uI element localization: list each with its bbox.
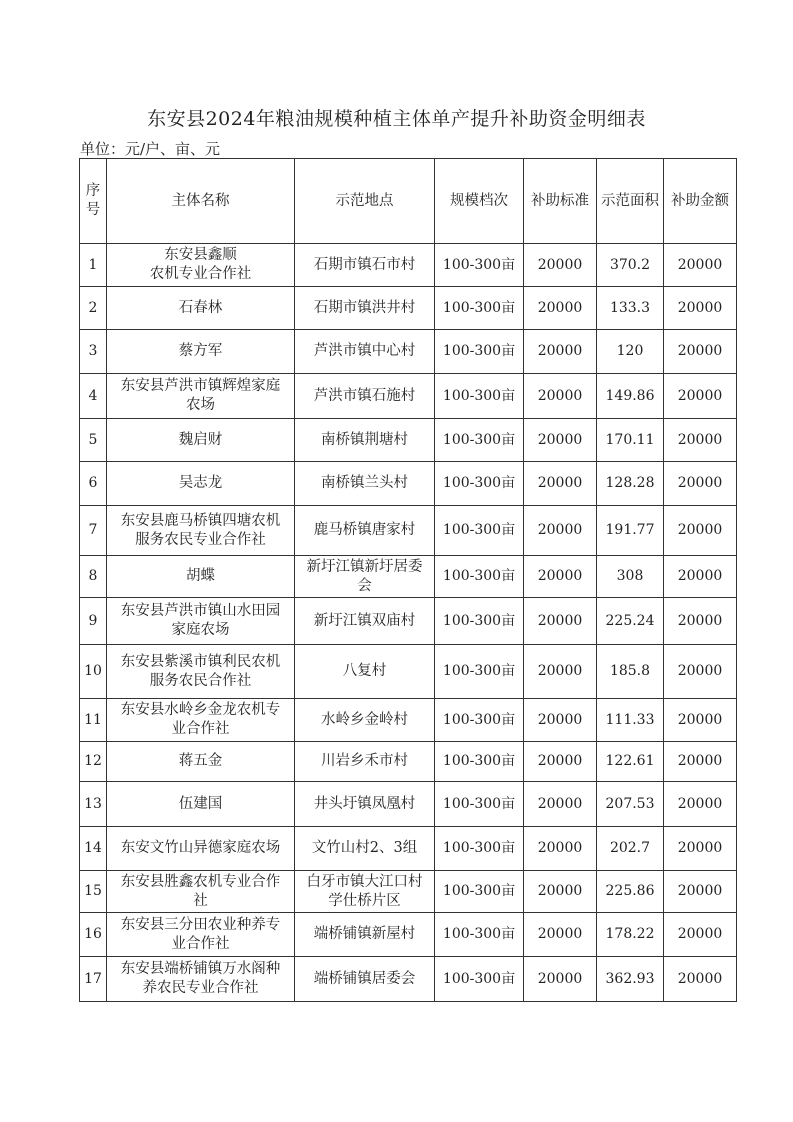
cell-name-line: 养农民专业合作社	[142, 980, 259, 996]
cell-location-line: 芦洪市镇石施村	[313, 387, 416, 404]
cell-name-line: 东安县端桥铺镇万水阁种	[120, 961, 281, 977]
cell-amount: 20000	[664, 244, 737, 287]
cell-scale: 100-300亩	[435, 462, 524, 506]
cell-location-line: 文竹山村2、3组	[311, 840, 418, 856]
table-row	[80, 645, 737, 699]
subsidy-table	[79, 158, 737, 1002]
cell-location-line: 新圩江镇双庙村	[313, 612, 416, 629]
cell-area: 225.86	[597, 871, 664, 913]
cell-name-line: 东安文竹山异德家庭农场	[120, 840, 281, 856]
cell-seq: 2	[80, 287, 107, 330]
cell-scale: 100-300亩	[435, 506, 524, 556]
cell-amount: 20000	[664, 598, 737, 645]
cell-name	[107, 287, 295, 330]
cell-name	[107, 244, 295, 287]
cell-name	[107, 462, 295, 506]
cell-area: 370.2	[597, 244, 664, 287]
cell-name	[107, 419, 295, 462]
cell-name	[107, 556, 295, 598]
cell-standard: 20000	[524, 506, 597, 556]
cell-location-line: 新圩江镇新圩居委	[306, 558, 423, 575]
header-name: 主体名称	[107, 159, 295, 244]
cell-scale: 100-300亩	[435, 827, 524, 871]
cell-seq: 1	[80, 244, 107, 287]
cell-standard: 20000	[524, 419, 597, 462]
cell-location	[295, 244, 435, 287]
cell-location	[295, 699, 435, 742]
cell-seq: 5	[80, 419, 107, 462]
table-row	[80, 699, 737, 742]
cell-location	[295, 556, 435, 598]
cell-name	[107, 871, 295, 913]
cell-amount: 20000	[664, 374, 737, 419]
cell-location	[295, 645, 435, 699]
cell-location	[295, 419, 435, 462]
cell-name	[107, 782, 295, 827]
cell-location-line: 白牙市镇大江口村	[306, 873, 423, 890]
cell-location	[295, 742, 435, 782]
cell-scale: 100-300亩	[435, 699, 524, 742]
cell-scale: 100-300亩	[435, 287, 524, 330]
unit-label: 单位：元/户、亩、元	[80, 140, 221, 158]
cell-standard: 20000	[524, 598, 597, 645]
cell-location	[295, 330, 435, 374]
table-body	[80, 244, 737, 1002]
cell-name-line: 伍建国	[178, 795, 223, 812]
cell-scale: 100-300亩	[435, 556, 524, 598]
cell-location-line: 石期市镇洪井村	[313, 299, 416, 316]
table-row	[80, 374, 737, 419]
cell-name-line: 东安县紫溪市镇利民农机	[120, 653, 281, 670]
cell-name-line: 石春林	[178, 299, 223, 316]
cell-area: 308	[597, 556, 664, 598]
cell-standard: 20000	[524, 330, 597, 374]
header-seq	[80, 159, 107, 244]
table-header-row	[80, 159, 737, 244]
cell-area: 170.11	[597, 419, 664, 462]
cell-name	[107, 645, 295, 699]
table-row	[80, 871, 737, 913]
cell-location	[295, 374, 435, 419]
cell-location-line: 南桥镇兰头村	[321, 475, 408, 491]
cell-area: 185.8	[597, 645, 664, 699]
cell-scale: 100-300亩	[435, 742, 524, 782]
cell-standard: 20000	[524, 287, 597, 330]
cell-seq: 15	[80, 871, 107, 913]
cell-standard: 20000	[524, 913, 597, 957]
cell-standard: 20000	[524, 556, 597, 598]
cell-location-line: 学仕桥片区	[328, 892, 401, 909]
table-row	[80, 287, 737, 330]
table-row	[80, 419, 737, 462]
cell-standard: 20000	[524, 244, 597, 287]
cell-name	[107, 506, 295, 556]
header-seq-line: 序	[85, 183, 101, 199]
header-location: 示范地点	[295, 159, 435, 244]
cell-scale: 100-300亩	[435, 645, 524, 699]
cell-area: 133.3	[597, 287, 664, 330]
cell-area: 149.86	[597, 374, 664, 419]
cell-standard: 20000	[524, 645, 597, 699]
table-row	[80, 957, 737, 1002]
cell-location-line: 鹿马桥镇唐家村	[313, 522, 416, 538]
cell-amount: 20000	[664, 645, 737, 699]
cell-amount: 20000	[664, 462, 737, 506]
cell-amount: 20000	[664, 782, 737, 827]
cell-seq: 17	[80, 957, 107, 1002]
cell-area: 225.24	[597, 598, 664, 645]
cell-amount: 20000	[664, 556, 737, 598]
cell-name	[107, 742, 295, 782]
cell-seq: 8	[80, 556, 107, 598]
cell-area: 122.61	[597, 742, 664, 782]
cell-scale: 100-300亩	[435, 957, 524, 1002]
table-row	[80, 506, 737, 556]
cell-amount: 20000	[664, 287, 737, 330]
cell-name-line: 东安县鑫顺	[164, 247, 237, 263]
cell-name	[107, 699, 295, 742]
cell-scale: 100-300亩	[435, 330, 524, 374]
cell-seq: 12	[80, 742, 107, 782]
cell-seq: 13	[80, 782, 107, 827]
header-amount: 补助金额	[664, 159, 737, 244]
cell-location	[295, 506, 435, 556]
cell-name-line: 业合作社	[171, 721, 230, 737]
cell-location-line: 川岩乡禾市村	[321, 753, 408, 769]
cell-area: 362.93	[597, 957, 664, 1002]
cell-name-line: 魏启财	[178, 431, 223, 448]
table-row	[80, 782, 737, 827]
cell-standard: 20000	[524, 374, 597, 419]
header-standard: 补助标准	[524, 159, 597, 244]
cell-seq: 7	[80, 506, 107, 556]
cell-name-line: 蒋五金	[178, 753, 223, 769]
cell-amount: 20000	[664, 871, 737, 913]
cell-location	[295, 827, 435, 871]
cell-standard: 20000	[524, 827, 597, 871]
cell-name-line: 农机专业合作社	[149, 266, 252, 282]
cell-location-line: 水岭乡金岭村	[321, 711, 408, 728]
cell-amount: 20000	[664, 913, 737, 957]
header-scale: 规模档次	[435, 159, 524, 244]
cell-standard: 20000	[524, 871, 597, 913]
cell-standard: 20000	[524, 957, 597, 1002]
cell-amount: 20000	[664, 699, 737, 742]
cell-location	[295, 287, 435, 330]
cell-area: 111.33	[597, 699, 664, 742]
table-row	[80, 913, 737, 957]
cell-name-line: 业合作社	[171, 935, 230, 952]
table-row	[80, 244, 737, 287]
cell-location	[295, 957, 435, 1002]
cell-amount: 20000	[664, 827, 737, 871]
cell-name-line: 东安县芦洪市镇山水田园	[120, 603, 281, 619]
cell-seq: 10	[80, 645, 107, 699]
cell-name	[107, 374, 295, 419]
cell-standard: 20000	[524, 782, 597, 827]
cell-scale: 100-300亩	[435, 782, 524, 827]
cell-name	[107, 827, 295, 871]
cell-name-line: 服务农民合作社	[149, 672, 252, 689]
table-row	[80, 827, 737, 871]
cell-name-line: 胡蝶	[186, 568, 215, 584]
cell-standard: 20000	[524, 462, 597, 506]
cell-seq: 9	[80, 598, 107, 645]
cell-name-line: 农场	[186, 397, 215, 413]
cell-area: 128.28	[597, 462, 664, 506]
table-row	[80, 462, 737, 506]
cell-location-line: 南桥镇荆塘村	[321, 431, 408, 448]
cell-name-line: 服务农民专业合作社	[135, 531, 266, 548]
cell-amount: 20000	[664, 330, 737, 374]
cell-area: 120	[597, 330, 664, 374]
cell-area: 202.7	[597, 827, 664, 871]
cell-location	[295, 913, 435, 957]
cell-amount: 20000	[664, 506, 737, 556]
cell-location-line: 端桥铺镇新屋村	[313, 926, 416, 942]
cell-amount: 20000	[664, 742, 737, 782]
cell-location	[295, 462, 435, 506]
cell-area: 207.53	[597, 782, 664, 827]
cell-name	[107, 598, 295, 645]
cell-location	[295, 871, 435, 913]
cell-scale: 100-300亩	[435, 598, 524, 645]
document-title: 东安县2024年粮油规模种植主体单产提升补助资金明细表	[147, 108, 646, 130]
cell-scale: 100-300亩	[435, 871, 524, 913]
cell-seq: 3	[80, 330, 107, 374]
cell-name-line: 东安县胜鑫农机专业合作	[120, 873, 281, 890]
cell-name	[107, 913, 295, 957]
cell-name-line: 东安县鹿马桥镇四塘农机	[120, 512, 281, 529]
table-row	[80, 742, 737, 782]
cell-location	[295, 598, 435, 645]
cell-scale: 100-300亩	[435, 913, 524, 957]
cell-name-line: 吴志龙	[178, 475, 223, 491]
table-row	[80, 556, 737, 598]
cell-location-line: 芦洪市镇中心村	[313, 343, 416, 359]
table-row	[80, 598, 737, 645]
cell-name	[107, 330, 295, 374]
cell-area: 178.22	[597, 913, 664, 957]
cell-name-line: 家庭农场	[171, 622, 230, 638]
cell-area: 191.77	[597, 506, 664, 556]
cell-scale: 100-300亩	[435, 419, 524, 462]
cell-location-line: 石期市镇石市村	[313, 256, 416, 273]
cell-location-line: 会	[357, 577, 372, 594]
table-row	[80, 330, 737, 374]
cell-amount: 20000	[664, 419, 737, 462]
cell-name-line: 东安县芦洪市镇辉煌家庭	[120, 378, 281, 394]
cell-seq: 4	[80, 374, 107, 419]
cell-seq: 6	[80, 462, 107, 506]
cell-name	[107, 957, 295, 1002]
cell-name-line: 蔡方军	[178, 343, 223, 359]
header-area: 示范面积	[597, 159, 664, 244]
cell-seq: 11	[80, 699, 107, 742]
cell-scale: 100-300亩	[435, 244, 524, 287]
cell-standard: 20000	[524, 699, 597, 742]
cell-seq: 16	[80, 913, 107, 957]
cell-amount: 20000	[664, 957, 737, 1002]
cell-seq: 14	[80, 827, 107, 871]
cell-scale: 100-300亩	[435, 374, 524, 419]
cell-location-line: 井头圩镇凤凰村	[313, 795, 416, 812]
cell-location-line: 端桥铺镇居委会	[313, 970, 416, 987]
cell-location-line: 八复村	[342, 663, 387, 679]
cell-name-line: 东安县水岭乡金龙农机专	[120, 702, 281, 718]
cell-name-line: 社	[193, 892, 208, 909]
cell-location	[295, 782, 435, 827]
header-seq-line: 号	[85, 202, 101, 218]
cell-name-line: 东安县三分田农业种养专	[120, 916, 281, 933]
cell-standard: 20000	[524, 742, 597, 782]
